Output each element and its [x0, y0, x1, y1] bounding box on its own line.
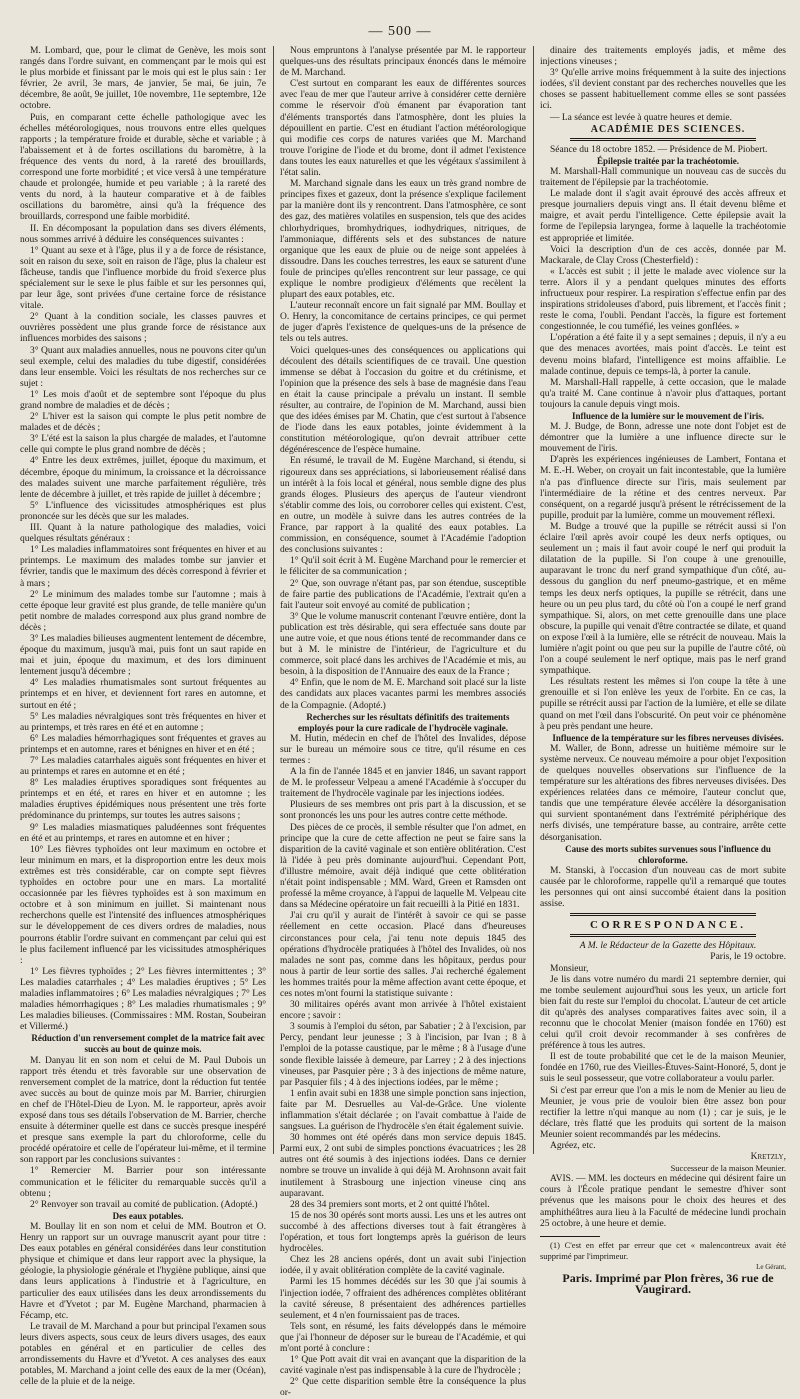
paragraph: Puis, en comparant cette échelle pathologique avec les échelles météorologiques, nous trouvons entre elles quelques rapports ; la température froide et durable, sèche et variable ; à l'abaissement et à de fortes oscillations du baromètre, à la fréquence des vents du nord, à la rareté des brouillards, correspond une forte morbidité ; et vice versâ à une température chaude et prolongée, humide et peu variable ; à la rareté des vents du nord, à la hauteur comparative et à de faibles oscillations du baromètre, ainsi qu'à la fréquence des brouillards, correspond une faible morbidité. [20, 112, 266, 223]
footnote: (1) C'est en effet par erreur que cet « malencontreux avait été supprimé par l'imprimeur. [540, 1239, 786, 1261]
paragraph: 2° Que, son ouvrage n'étant pas, par son étendue, susceptible de faire partie des publications de l'Académie, l'extrait qu'en a fait l'auteur soit envoyé au comité de publication ; [280, 578, 526, 611]
paragraph: Le malade dont il s'agit avait éprouvé des accès affreux et presque journaliers depuis vingt ans. Il était devenu blême et maigre, et avait perdu l'intelligence. Cette épilepsie avait la forme de l'epilepsia laryngea, forme à laquelle la trachéotomie est appropriée et limitée. [540, 189, 786, 244]
paragraph: 4° Enfin, que le nom de M. E. Marchand soit placé sur la liste des candidats aux places vacantes parmi les membres associés de la Compagnie. (Adopté.) [280, 678, 526, 711]
paragraph: Parmi les 15 hommes décédés sur les 30 que j'ai soumis à l'injection iodée, 7 offraient des adhérences complètes oblitérant la cavité séreuse, 8 présentaient des adhérences partielles seulement, et 4 n'en fournissaient pas de traces. [280, 1277, 526, 1321]
paragraph: 1° Qu'il soit écrit à M. Eugène Marchand pour le remercier et le féliciter de sa communication ; [280, 556, 526, 578]
paragraph: M. Waller, de Bonn, adresse un huitième mémoire sur le système nerveux. Ce nouveau mémoire a pour objet l'exposition de quelques nouvelles observations sur l'influence de la température sur les altérations des fibres nerveuses divisées. Des expériences relatées dans ce mémoire, l'auteur conclut que, tandis que une température élevée accélère la désorganisation qui survient spontanément dans l'extrémité périphérique des nerfs divisés, une température basse, au contraire, arrête cette désorganisation. [540, 743, 786, 843]
paragraph: J'ai cru qu'il y aurait de l'intérêt à savoir ce qui se passe réellement en cette occasion. Placé dans d'heureuses circonstances pour cela, j'ai tenu note depuis 1845 des opérations d'hydrocèle pratiquées à l'hôtel des Invalides, où nos malades ne sont pas, comme dans les hôpitaux, perdus pour nous à partir de leur sortie des salles. J'ai recherché également les hommes traités pour la même affection avant cette époque, et ces notes m'ont fourni la statistique suivante : [280, 911, 526, 999]
academy-section-title: ACADÉMIE DES SCIENCES. [590, 123, 746, 135]
disease-list: 1° Les fièvres typhoïdes ; 2° Les fièvres intermittentes ; 3° Les maladies catarrhales ; 4° Les maladies éruptives ; 5° Les maladies inflammatoires ; 6° Les maladies névralgiques ; 7° Les maladies hémorrhagiques ; 8° Les maladies rhumatismales ; 9° Les maladies bilieuses. (Commissaires : MM. Rostan, Soubeiran et Villermé.) [20, 966, 266, 1033]
paragraph: 5° L'influence des vicissitudes atmosphériques est plus prononcée sur les décès que sur les malades. [20, 500, 266, 522]
section-heading-epilepsie: Épilepsie traitée par la trachéotomie. [596, 155, 740, 166]
paragraph: « L'accès est subit ; il jette le malade avec violence sur la terre. Alors il y a pendant quelques minutes des efforts infructueux pour respirer. La respiration s'effectue enfin par des inspirations stridoleuses d'abord, puis librement, et l'accès finit ; reste le coma, l'oubli. Pendant l'accès, la figure est fortement congestionnée, le cou tuméfié, les veines gonflées. » [540, 266, 786, 333]
paragraph: 2° L'hiver est la saison qui compte le plus petit nombre de malades et de décès ; [20, 412, 266, 434]
paragraph: 2° Renvoyer son travail au comité de publication. (Adopté.) [30, 1199, 258, 1210]
treatment-list: 3 soumis à l'emploi du séton, par Sabatier ; 2 à l'excision, par Percy, pendant leur jeunesse ; 3 à l'incision, par Ivan ; 8 à l'emploi de la potasse caustique, par le même ; 8 à l'usage d'une sonde flexible laissée à demeure, par Larrey ; 2 à des injections vineuses, par Pasquier père ; 3 à des injections de même nature, par Pasquier fils ; 4 à des injections iodées, par le même ; [280, 1022, 526, 1088]
paragraph: Nous empruntons à l'analyse présentée par M. le rapporteur quelques-uns des résultats principaux énoncés dans le mémoire de M. Marchand. [280, 46, 526, 79]
paragraph: Si c'est par erreur que l'on a mis le nom de Menier au lieu de Meunier, je vous prie de vouloir bien être assez bon pour rectifier la lettre n'qui manque au nom (1) ; car je suis, je le déclare, très flatté que les produits qui sortent de la maison Meunier soient recommandés par les médecins. [540, 1085, 786, 1140]
section-heading-temperature: Influence de la température sur les fibres nerveuses divisées. [552, 732, 784, 743]
column-rule [533, 46, 534, 1154]
paragraph: Chez les 28 anciens opérés, dont un avait subi l'injection iodée, il y avait oblitération complète de la cavité vaginale. [280, 1255, 526, 1277]
column-rule [273, 46, 274, 1154]
section-heading-eaux: Des eaux potables. [112, 1210, 184, 1221]
paragraph: 3° L'été est la saison la plus chargée de malades, et l'automne celle qui compte le plus grand nombre de décès ; [20, 434, 266, 456]
paragraph: 30 militaires opérés avant mon arrivée à l'hôtel existaient encore ; savoir : [280, 1000, 526, 1022]
paragraph: M. Lombard, que, pour le climat de Genève, les mois sont rangés dans l'ordre suivant, en commençant par le mois qui est le plus morbide et finissant par le mois qui est le plus sain : 1er février, 2e avril, 3e mars, 4e janvier, 5e mai, 6e juin, 7e décembre, 8e août, 9e juillet, 10e novembre, 11e septembre, 12e octobre. [20, 46, 266, 112]
paragraph: Des pièces de ce procès, il semble résulter que l'on admet, en principe que la cure de cette affection ne peut se faire sans la disparition de la cavité vaginale et son entière oblitération. C'est là l'idée à peu près dominante aujourd'hui. Cependant Pott, d'illustre mémoire, avait déjà indiqué que cette oblitération n'était point indispensable ; MM. Ward, Green et Ramsden ont professé la même croyance, à l'appui de laquelle M. Velpeau cite dans sa Médecine opératoire un fait recueilli à la Pitié en 1831. [280, 822, 526, 911]
paragraph: 7° Les maladies catarrhales aiguës sont fréquentes en hiver et au printemps et rares en automne et en été ; [20, 756, 266, 778]
paragraph: 28 des 34 premiers sont morts, et 2 ont quitté l'hôtel. [290, 1199, 490, 1210]
letter-address: A M. le Rédacteur de la Gazette des Hôpitaux. [579, 941, 757, 952]
paragraph: En résumé, le travail de M. Eugène Marchand, si étendu, si rigoureux dans ses appréciations, si laborieusement réalisé dans un intérêt à la fois local et général, nous semble digne des plus grands éloges. Plusieurs des aperçus de l'auteur viendront s'établir comme des lois, ou corroborer celles qui existent. C'est, en outre, un modèle à suivre dans les autres contrées de la France, par rapport à la qualité des eaux potables. La commission, en conséquence, soumet à l'Académie l'adoption des conclusions suivantes : [280, 456, 526, 556]
paragraph: Tels sont, en résumé, les faits développés dans le mémoire que j'ai l'honneur de déposer sur le bureau de l'Académie, et qui m'ont porté à conclure : [280, 1321, 526, 1354]
paragraph: 9° Les maladies miasmatiques paludéennes sont fréquentes en été et au printemps, et rares en automne et en hiver ; [20, 822, 266, 844]
paragraph: L'opération a été faite il y a sept semaines ; depuis, il n'y a eu que des menaces avortées, mais point d'accès. Le teint est devenu moins blafard, l'intelligence est moins affaiblie. Le malade continue, depuis ce temps-là, à porter la canule. [540, 333, 786, 377]
paragraph: 1° Les mois d'août et de septembre sont l'époque du plus grand nombre de maladies et de décès ; [20, 389, 266, 411]
paragraph: 1° Quant au sexe et à l'âge, plus il y a de force de résistance, soit en raison du sexe, soit en raison de l'âge, plus la chaleur est fâcheuse, tandis que l'influence morbide du froid s'exerce plus spécialement sur le sexe le plus faible et sur les personnes qui, par leur âge, sont privées d'une certaine force de résistance vitale. [20, 245, 266, 312]
paragraph: III. Quant à la nature pathologique des maladies, voici quelques résultats généraux : [20, 523, 266, 545]
section-heading-iris: Influence de la lumière sur le mouvement de l'iris. [572, 411, 764, 421]
section-rule [570, 138, 756, 141]
section-rule [570, 934, 756, 937]
paragraph: 1° Les maladies inflammatoires sont fréquentes en hiver et au printemps. Le maximum des malades tombe sur janvier et février, tandis que le maximum des décès correspond à février et à mars ; [20, 545, 266, 589]
correspondence-title: CORRESPONDANCE. [590, 919, 746, 932]
paragraph: 2° Quant à la condition sociale, les classes pauvres et ouvrières possèdent une plus grande force de résistance aux influences morbides des saisons ; [20, 312, 266, 345]
paragraph: L'auteur reconnaît encore un fait signalé par MM. Boullay et O. Henry, la concomitance de certains principes, ce qui permet de juger d'après l'existence de quelques-uns de la présence de tels ou tels autres. [280, 301, 526, 345]
paragraph: 30 hommes ont été opérés dans mon service depuis 1845. Parmi eux, 2 ont subi de simples ponctions évacuatrices ; les 28 autres ont été soumis à des injections iodées. Dans ce dernier nombre se trouve un invalide à qui déjà M. Arohnsonn avait fait inutilement à Strasbourg une injection vineuse cinq ans auparavant. [280, 1133, 526, 1199]
paragraph: 2° Que cette disparition semble être la conséquence la plus or- [280, 1377, 526, 1399]
letter-salutation: Monsieur, [550, 963, 589, 974]
column-left [20, 46, 267, 1388]
paragraph: — La séance est levée à quatre heures et demie. [550, 112, 732, 123]
section-rule [570, 913, 756, 916]
paragraph: M. Stanski, à l'occasion d'un nouveau cas de mort subite causée par le chloroforme, rappelle qu'il a remarqué que toutes les personnes qui ont ainsi succombé étaient dans la position assise. [540, 865, 786, 910]
section-heading-hydrocele: Recherches sur les résultats définitifs des traitements employés pour la cure radicale de l'hydrocèle vaginale. [298, 711, 510, 733]
page-number: — 500 — [368, 24, 432, 39]
paragraph: M. Danyau lit en son nom et celui de M. Paul Dubois un rapport très étendu et très favorable sur une observation de renversement complet de la matrice, dont la réduction fut tentée avec succès au bout de quinze mois par M. Barrier, chirurgien en chef de l'Hôtel-Dieu de Lyon. M. le rapporteur, après avoir exposé dans tous ses détails l'observation de M. Barrier, cherche ensuite à déterminer quelle est dans ce succès presque inespéré et presque sans exemple la part du chloroforme, celle du procédé opératoire et celle de l'opérateur lui-même, et il termine son rapport par les conclusions suivantes : [20, 1055, 266, 1166]
paragraph: A la fin de l'année 1845 et en janvier 1846, un savant rapport de M. le professeur Velpeau a amené l'Académie à s'occuper du traitement de l'hydrocèle vaginale par les injections iodées. [280, 767, 526, 800]
footnote-rule [540, 1236, 600, 1237]
paragraph: M. J. Budge, de Bonn, adresse une note dont l'objet est de démontrer que la lumière a une influence directe sur le mouvement de l'iris. [540, 422, 786, 455]
paragraph: 2° Le minimum des malades tombe sur l'automne ; mais à cette époque leur gravité est plus grande, de telle manière qu'un petit nombre de malades correspond aux plus grand nombre de décès ; [20, 589, 266, 633]
paragraph: 15 de nos 30 opérés sont morts aussi. Les uns et les autres ont succombé à des affections diverses tout à fait étrangères à l'opération, et tous fort longtemps après la guérison de leurs hydrocèles. [280, 1210, 526, 1255]
paragraph: II. En décomposant la population dans ses divers éléments, nous sommes arrivé à déduire les conséquences suivantes : [20, 223, 266, 245]
letter-date: Paris, le 19 octobre. [710, 952, 786, 963]
paragraph: C'est surtout en comparant les eaux de différentes sources avec l'eau de mer que l'auteur arrive à considérer cette dernière comme le réservoir d'où émanent par évaporation tant d'éléments transportés dans l'atmosphère, dont les pluies la dépouillent en partie. C'est en étudiant l'action météorologique qui modifie ces corps de natures variées que M. Marchand trouve l'origine de l'iode et du brome, dont il admet l'existence dans toutes les eaux naturelles et que les végétaux s'assimilent à l'état salin. [280, 79, 526, 179]
paragraph: 3° Que le volume manuscrit contenant l'œuvre entière, dont la publication est très désirable, qui sera effectuée sans doute par une autre voie, et que nous étions tenté de recommander dans ce but à M. le ministre de l'intérieur, de l'agriculture et du commerce, soit placé dans les archives de l'Académie et mis, au besoin, à la disposition de l'Annuaire des eaux de la France ; [280, 611, 526, 678]
paragraph: Les résultats restent les mêmes si l'on coupe la tête à une grenouille et si l'on enlève les yeux de l'orbite. En ce cas, la pupille se rétrécit aussi par l'action de la lumière, et elle se dilate quand on met l'œil dans l'obscurité. On peut voir ce phénomène à peu près pendant une heure. [540, 677, 786, 732]
paragraph: 6° Les maladies hémorrhagiques sont fréquentes et graves au printemps et en automne, rares et bénignes en hiver et en été ; [20, 733, 266, 755]
paragraph: 4° Entre les deux extrêmes, juillet, époque du maximum, et décembre, époque du minimum, la croissance et la décroissance des malades suivent une marche parfaitement régulière, très lente de décembre à juillet, et très rapide de juillet à décembre ; [20, 456, 266, 500]
paragraph: M. Boullay lit en son nom et celui de MM. Boutron et O. Henry un rapport sur un ouvrage manuscrit ayant pour titre : Des eaux potables en général considérées dans leur constitution physique et chimique et dans leur rapport avec la physique, la géologie, la physiologie générale et l'hygiène publique, ainsi que dans leurs applications à l'industrie et à l'agriculture, en particulier des eaux utilisées dans les deux arrondissements du Havre et d'Yvetot ; par M. Eugène Marchand, pharmacien à Fécamp, etc. [20, 1221, 267, 1321]
paragraph: 10° Les fièvres typhoïdes ont leur maximum en octobre et leur minimum en mars, et la disproportion entre les deux mois extrêmes est très considérable, car on compte sept fièvres typhoïdes en octobre pour une en mars. La mortalité occasionnée par les fièvres typhoïdes est à son maximum en octobre et à son minimum en juillet. Si maintenant nous recherchons quelle est l'intensité des influences atmosphériques sur le développement de ces divers ordres de maladies, nous pourrons établir l'ordre suivant en commençant par celui qui est le plus facilement influencé par les vicissitudes atmosphériques : [20, 844, 266, 966]
paragraph: 3° Les maladies bilieuses augmentent lentement de décembre, époque du maximum, jusqu'à mai, puis font un saut rapide en mai et juin, époque du maximum, et des lors diminuent lentement jusqu'à décembre ; [20, 633, 266, 678]
paragraph: Plusieurs de ses membres ont pris part à la discussion, et se sont prononcés les uns pour les autres contre cette méthode. [280, 800, 526, 822]
paragraph: M. Marshall-Hall communique un nouveau cas de succès du traitement de l'épilepsie par la trachéotomie. [540, 166, 786, 189]
paragraph: 4° Les maladies rhumatismales sont surtout fréquentes au printemps et en hiver, et deviennent fort rares en automne, et surtout en été ; [20, 678, 266, 711]
paragraph: 1° Remercier M. Barrier pour son intéressante communication et le féliciter du remarquable succès qu'il a obtenu ; [20, 1166, 266, 1199]
printer-imprint: Paris. Imprimé par Plon frères, 36 rue de Vaugirard. [562, 1271, 774, 1297]
column-right [540, 46, 786, 1297]
paragraph: 8° Les maladies éruptives sporadiques sont fréquentes au printemps et en été, et rares en hiver et en automne ; les maladies éruptives épidémiques nous présentent une très forte prédominance du printemps, sur toutes les autres saisons ; [20, 778, 266, 822]
paragraph: D'après les expériences ingénieuses de Lambert, Fontana et M. E.-H. Weber, on croyait un fait incontestable, que la lumière n'a pas d'influence directe sur l'iris, mais seulement par l'intermédiaire de la rétine et des centres nerveux. Par conséquent, on a regardé jusqu'à présent le rétrécissement de la pupille, produit par la lumière, comme un mouvement réflexi. [540, 455, 786, 521]
paragraph: 3° Quant aux maladies annuelles, nous ne pouvons citer qu'un seul exemple, celui des maladies du tube digestif, considérées dans leur ensemble. Voici les résultats de nos recherches sur ce sujet : [20, 345, 266, 389]
article-columns [20, 46, 788, 1399]
paragraph: 1 enfin avait subi en 1838 une simple ponction sans injection, faite par M. Desruelles au Val-de-Grâce. Une violente inflammation s'était déclarée ; on l'avait combattue à l'aide de sangsues. La guérison de l'hydrocèle s'en était également suivie. [280, 1088, 526, 1133]
paragraph: dinaire des traitements employés jadis, et même des injections vineuses ; [540, 46, 786, 68]
manager-label: Le Gérant, [756, 1262, 786, 1271]
paragraph: 1° Que Pott avait dit vrai en avançant que la disparition de la cavité vaginale n'est pas indispensable à la cure de l'hydrocèle ; [280, 1355, 526, 1377]
paragraph: 3° Qu'elle arrive moins fréquemment à la suite des injections iodées, s'il devient constant par des recherches nouvelles que les choses se passent habituellement comme elles se sont passées ici. [540, 68, 786, 112]
letter-signature: Kretzly, [750, 1152, 786, 1163]
paragraph: Je lis dans votre numéro du mardi 21 septembre dernier, qui me tombe seulement aujourd'hui sous les yeux, un article fort bien fait du reste sur l'emploi du chocolat. L'auteur de cet article dit qu'après des analyses comparatives faites avec soin, il a reconnu que le chocolat Menier (maison fondée en 1760) est celui qu'il croit devoir recommander à ses confrères de préférence à tous les autres. [540, 974, 786, 1052]
letter-closing: Agréez, etc. [550, 1141, 596, 1151]
column-middle [280, 46, 526, 1399]
paragraph: 5° Les maladies névralgiques sont très fréquentes en hiver et au printemps, et très rares en été et en automne ; [20, 711, 266, 733]
paragraph: Il est de toute probabilité que cet le de la maison Meunier, fondée en 1760, rue des Vieilles-Étuves-Saint-Honoré, 5, dont je suis le seul possesseur, que votre collaborateur a voulu parler. [540, 1052, 786, 1085]
paragraph: Voici la description d'un de ces accès, donnée par M. Mackarale, de Clay Cross (Chesterfield) : [540, 244, 786, 266]
letter-signature-title: Successeur de la maison Meunier. [670, 1163, 786, 1174]
section-heading-morts-subites: Cause des morts subites survenues sous l'influence du chloroforme. [565, 843, 771, 865]
paragraph: M. Marshall-Hall rappelle, à cette occasion, que le malade qu'a traité M. Cane continue à n'avoir plus d'attaques, portant toujours la canule depuis vingt mois. [540, 377, 786, 410]
paragraph: M. Marchand signale dans les eaux un très grand nombre de principes fixes et gazeux, dont la présence s'explique facilement par la manière dont ils y rencontrent. Dans l'atmosphère, ce sont des gaz, des matières volatiles en suspension, tels que des acides chlorhydriques, bromhydriques, iodhydriques, nitriques, de l'ammoniaque, différents sels et des substances de nature organique que les eaux de pluie ou de neige sont appelées à dissoudre. Dans les couches terrestres, les eaux se saturent d'une foule de principes qu'elles rencontrent sur leur passage, ce qui explique le nombre prodigieux d'éléments que recèlent la plupart des eaux potables, etc. [280, 179, 526, 301]
paragraph: Voici quelques-unes des conséquences ou applications qui découlent des détails scientifiques de ce travail. Une question immense se débat à l'occasion du goitre et du crétinisme, et l'opinion que la présence des sels à base de magnésie dans l'eau en était la cause principale a prévalu un instant. Il semble résulter, au contraire, de l'opinion de M. Marchand, aussi bien que des idées émises par M. Chatin, que c'est surtout à l'absence de l'iode dans les eaux potables, jointe évidemment à la constitution météorologique, qu'on devrait attribuer cette dégénérescence de l'espèce humaine. [280, 345, 526, 456]
paragraph: M. Budge a trouvé que la pupille se rétrécit aussi si l'on éclaire l'œil après avoir coupé les deux nerfs optiques, ou seulement un ; mais il faut avoir coupé le nerf qui produit la dilatation de la pupille. Si l'on coupe à une grenouille, auparavant le tronc du nerf grand sympathique d'un côté, au-dessous du ganglion du nerf pneumo-gastrique, et en même temps les deux nerfs optiques, la pupille se rétrécit, dans une heure ou un peu plus tard, du côté où l'on a coupé le nerf grand sympathique. Si, alors, on met cette grenouille dans une place obscure, la pupille qui venait d'être contractée se dilate, et quand on expose l'œil à la lumière, elle se rétrécit de nouveau. Mais la lumière n'agit point ou que peu sur la pupille de l'autre côté, où l'on a coupé seulement le nerf optique, mais pas le nerf grand sympathique. [540, 521, 786, 677]
session-line: Séance du 18 octobre 1852. — Présidence de M. Piobert. [550, 144, 768, 155]
notice-paragraph: AVIS. — MM. les docteurs en médecine qui désirent faire un cours à l'École pratique pendant le semestre d'hiver sont prévenus que les maisons pour le choix des heures et des amphithéâtres aura lieu à la Faculté de médecine lundi prochain 25 octobre, à une heure et demie. [540, 1174, 786, 1229]
paragraph: M. Hutin, médecin en chef de l'hôtel des Invalides, dépose sur le bureau un mémoire sous ce titre, qu'il résume en ces termes : [280, 733, 526, 766]
paragraph: Le travail de M. Marchand a pour but principal l'examen sous leurs divers aspects, sous ceux de leurs divers usages, des eaux potables en général et en particulier de celles des arrondissements du Havre et d'Yvetot. A ces analyses des eaux potables, M. Marchand a joint celle des eaux de la mer (Océan), celle de la pluie et de la neige. [20, 1321, 266, 1388]
section-heading-matrice: Réduction d'un renversement complet de la matrice fait avec succès au bout de quinze mois. [31, 1033, 265, 1055]
